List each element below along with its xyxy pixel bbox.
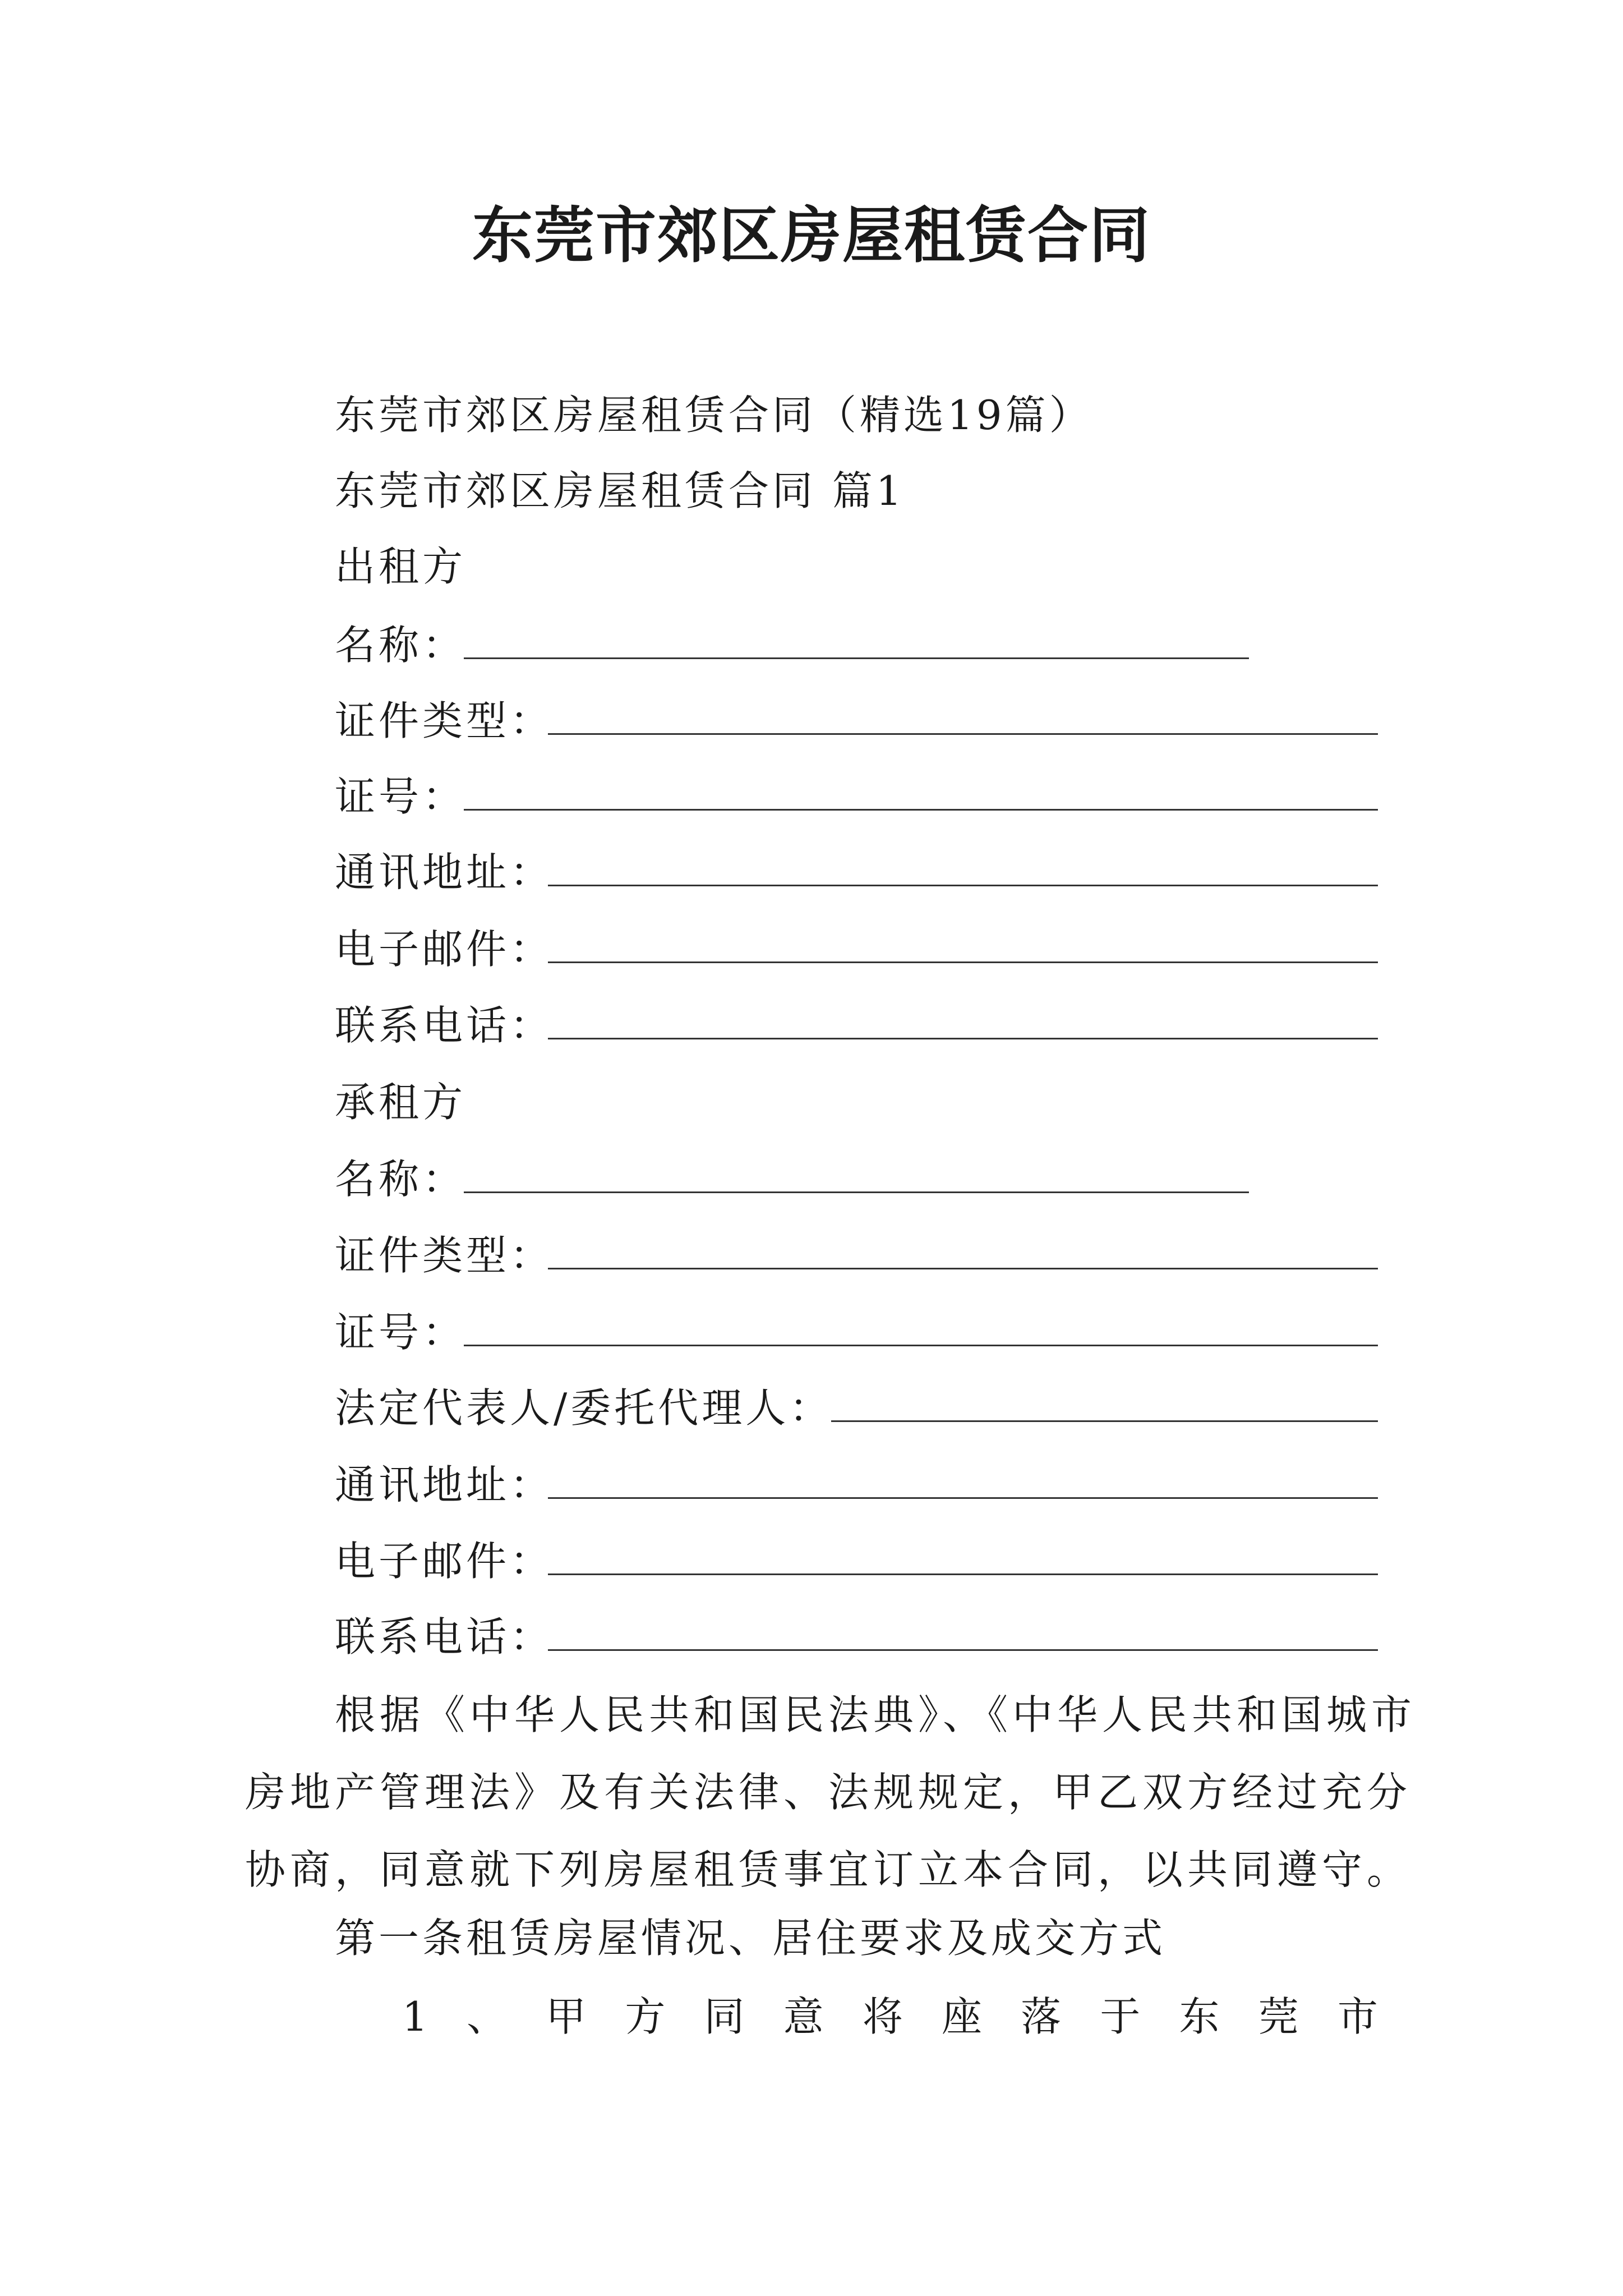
field-label: 证件类型： (335, 697, 554, 744)
lessor-address-field (335, 844, 1378, 900)
field-label: 电子邮件： (335, 1538, 554, 1585)
lessee-address-blank[interactable] (548, 1497, 1378, 1499)
lessor-phone-field (335, 997, 1378, 1053)
clause-char: 1 (402, 1993, 428, 2040)
clause-char: 东 (1179, 1993, 1220, 2040)
field-label: 联系电话： (335, 1002, 554, 1049)
lessor-phone-blank[interactable] (548, 1038, 1378, 1039)
lessor-id-number-field (335, 769, 1378, 825)
lessor-email-blank[interactable] (548, 961, 1378, 963)
document-title: 东莞市郊区房屋租赁合同 (472, 200, 1151, 271)
field-label: 证件类型： (335, 1232, 554, 1279)
clause-char: 将 (862, 1993, 903, 2040)
field-label: 名称： (335, 1156, 467, 1203)
field-label: 证号： (335, 773, 467, 820)
field-label: 电子邮件： (335, 926, 554, 973)
lessee-heading: 承租方 (335, 1079, 467, 1126)
clause-char: 甲 (546, 1993, 587, 2040)
preamble-paragraph (245, 1676, 1417, 1908)
clause-char: 意 (783, 1993, 824, 2040)
field-label: 通讯地址： (335, 849, 554, 896)
clause-char: 莞 (1258, 1993, 1299, 2040)
lessee-agent-field (335, 1380, 1378, 1436)
preamble-line: 房地产管理法》及有关法律、法规规定，甲乙双方经过充分 (245, 1769, 1412, 1816)
lessee-name-field (335, 1151, 1378, 1207)
lessee-id-number-field (335, 1304, 1378, 1360)
clause-char: 座 (942, 1993, 983, 2040)
lessee-id-type-blank[interactable] (548, 1268, 1378, 1269)
clause-char: 落 (1021, 1993, 1062, 2040)
clause-char: 、 (466, 1993, 507, 2040)
lessee-email-blank[interactable] (548, 1573, 1378, 1575)
field-label: 法定代表人/委托代理人： (335, 1384, 833, 1432)
field-label: 通讯地址： (335, 1461, 554, 1508)
lessee-phone-blank[interactable] (548, 1649, 1378, 1651)
clause-char: 同 (704, 1993, 745, 2040)
preamble-line: 协商，同意就下列房屋租赁事宜订立本合同，以共同遵守。 (245, 1846, 1412, 1893)
lessor-name-blank[interactable] (464, 657, 1249, 659)
field-label: 名称： (335, 622, 467, 669)
lessee-id-number-blank[interactable] (464, 1345, 1378, 1346)
field-label: 联系电话： (335, 1613, 554, 1660)
lessee-id-type-field (335, 1227, 1378, 1283)
lessor-email-field (335, 921, 1378, 977)
lessor-heading: 出租方 (335, 543, 467, 590)
lessee-phone-field (335, 1609, 1378, 1665)
lessor-id-type-field (335, 693, 1378, 749)
clause-char: 方 (625, 1993, 666, 2040)
clause-char: 市 (1337, 1993, 1378, 2040)
lessor-id-type-blank[interactable] (548, 733, 1378, 735)
lessor-address-blank[interactable] (548, 885, 1378, 886)
lessee-agent-blank[interactable] (831, 1420, 1378, 1422)
lessor-name-field (335, 617, 1378, 673)
lessee-address-field (335, 1457, 1378, 1513)
article1-heading: 第一条租赁房屋情况、居住要求及成交方式 (335, 1915, 1166, 1962)
lessee-name-blank[interactable] (464, 1191, 1249, 1193)
lessee-email-field (335, 1533, 1378, 1589)
lessor-id-number-blank[interactable] (464, 809, 1378, 811)
clause-char: 于 (1100, 1993, 1141, 2040)
document-subtitle: 东莞市郊区房屋租赁合同（精选19篇） (335, 392, 1093, 439)
field-label: 证号： (335, 1309, 467, 1356)
section-heading: 东莞市郊区房屋租赁合同 篇1 (335, 467, 905, 514)
clause1-line (402, 1989, 1378, 2045)
preamble-line: 根据《中华人民共和国民法典》、《中华人民共和国城市 (335, 1691, 1417, 1738)
